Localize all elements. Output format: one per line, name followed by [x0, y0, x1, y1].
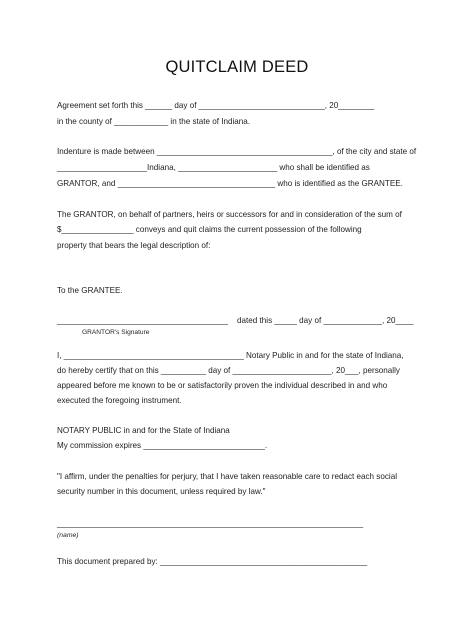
- grantor-signature-caption: GRANTOR's Signature: [82, 329, 150, 336]
- grantor-signature-line: ______________________________________ dated this _____ day of _____________, 20____: [57, 316, 414, 325]
- commission-line-1: NOTARY PUBLIC in and for the State of Indiana: [57, 426, 230, 435]
- consideration-line-3: property that bears the legal description of:: [57, 241, 211, 250]
- document-title: QUITCLAIM DEED: [165, 58, 309, 76]
- agreement-line-1: Agreement set forth this ______ day of ____________________________, 20________: [57, 101, 375, 110]
- prepared-by-line: This document prepared by: ______________________________________________: [57, 557, 368, 566]
- indenture-line-2: ____________________Indiana, ______________________ who shall be identified as: [57, 163, 370, 172]
- affirmation-line-2: security number in this document, unless required by law.": [57, 487, 266, 496]
- notary-line-1: I, ________________________________________ Notary Public in and for the state of Indiana,: [57, 351, 404, 360]
- consideration-line-2: $________________ conveys and quit claims the current possession of the following: [57, 225, 362, 234]
- affirmation-line-1: "I affirm, under the penalties for perjury, that I have taken reasonable care to redact each social: [57, 472, 398, 481]
- indenture-line-1: Indenture is made between _______________________________________, of the city and state of: [57, 147, 417, 156]
- to-grantee-text: To the GRANTEE.: [57, 286, 123, 295]
- agreement-line-2: in the county of ____________ in the state of Indiana.: [57, 117, 251, 126]
- name-signature-line: ____________________________________________________________________: [57, 519, 364, 528]
- notary-line-2: do hereby certify that on this __________ day of ______________________, 20___, personally: [57, 366, 400, 375]
- consideration-line-1: The GRANTOR, on behalf of partners, heirs or successors for and in consideration of the sum of: [57, 210, 402, 219]
- indenture-line-3: GRANTOR, and ___________________________________ who is identified as the GRANTEE.: [57, 179, 403, 188]
- notary-line-3: appeared before me known to be or satisfactorily proven the individual described in and who: [57, 381, 388, 390]
- commission-line-2: My commission expires ___________________________.: [57, 441, 268, 450]
- name-caption: (name): [57, 532, 79, 539]
- notary-line-4: executed the foregoing instrument.: [57, 396, 182, 405]
